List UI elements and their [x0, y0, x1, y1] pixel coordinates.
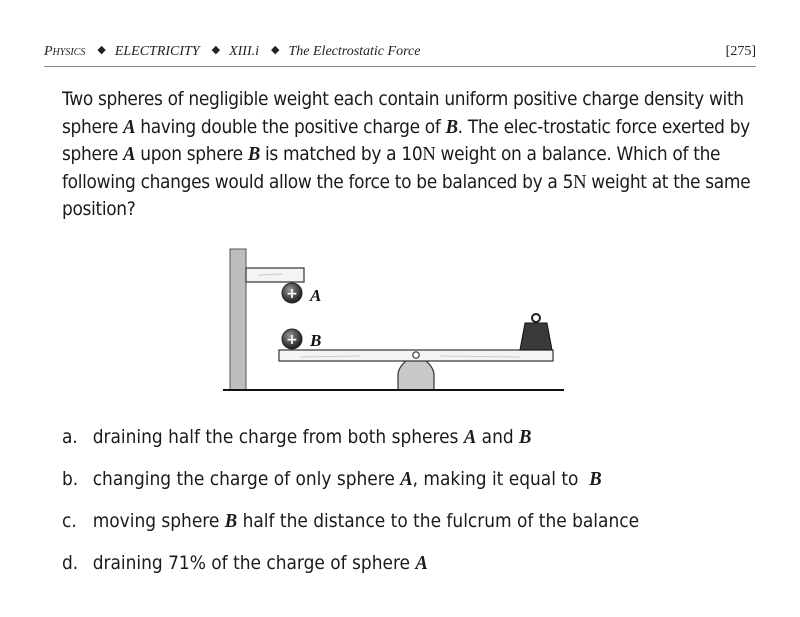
variable: A: [463, 426, 477, 448]
header-chapter: XIII.i: [229, 44, 260, 59]
weight: [520, 314, 552, 350]
question-text: [62, 86, 752, 224]
variable: B: [589, 468, 602, 490]
balance-illustration: [220, 242, 570, 402]
variable-b: B: [247, 143, 260, 165]
support-arm: [246, 268, 304, 282]
variable-a: A: [123, 143, 136, 165]
choice-label: c.: [62, 511, 77, 532]
answer-choice-c[interactable]: [62, 508, 713, 550]
sphere-a: [282, 283, 302, 303]
answer-choices: [62, 424, 762, 592]
choice-label: a.: [62, 427, 78, 448]
question-fragment: upon sphere: [135, 144, 248, 165]
bullet-icon: ◆: [97, 44, 106, 56]
page-number: [275]: [725, 44, 756, 59]
header-subject: Physics: [44, 44, 86, 59]
variable: A: [400, 468, 413, 490]
choice-text: half the distance to the fulcrum of the balance: [237, 511, 640, 532]
sphere-b: [282, 329, 302, 349]
variable: A: [415, 552, 428, 574]
variable: B: [224, 510, 238, 532]
choice-label: d.: [62, 553, 79, 574]
answer-choice-a[interactable]: [62, 424, 713, 466]
question-fragment: Two spheres of negligible weight each contain uniform positive charge density with sphere: [62, 89, 744, 138]
sphere-a-label: A: [310, 286, 322, 305]
choice-text: draining half the charge from both spheres: [92, 427, 464, 448]
question-fragment: having double the positive charge of: [135, 116, 446, 138]
bullet-icon: ◆: [271, 44, 280, 56]
choice-text: moving sphere: [92, 511, 225, 532]
answer-choice-d[interactable]: [62, 550, 713, 592]
header-divider: [44, 66, 756, 67]
answer-choice-b[interactable]: [62, 466, 713, 508]
bullet-icon: ◆: [211, 44, 221, 56]
question-fragment: . The elec-trostatic force exerted by sphere: [62, 116, 750, 165]
variable-a: A: [123, 115, 136, 138]
unit-newton: N: [422, 143, 436, 165]
choice-text: and: [476, 427, 520, 448]
header-section: ELECTRICITY: [114, 44, 200, 59]
sphere-b-label: B: [310, 331, 322, 350]
question-fragment: is matched by a 10: [259, 144, 423, 165]
wall: [230, 249, 246, 390]
pivot: [413, 352, 419, 358]
running-header: [44, 44, 756, 66]
unit-newton: N: [573, 170, 587, 193]
choice-text: , making it equal to: [412, 469, 590, 490]
variable: B: [519, 426, 532, 448]
question-fragment: weight at the same position?: [62, 171, 751, 220]
header-breadcrumb: [44, 44, 420, 60]
question-fragment: weight on a balance. Which of the following changes would allow the force to be balanced by a 5: [62, 144, 721, 193]
variable-b: B: [445, 115, 458, 138]
choice-text: changing the charge of only sphere: [92, 469, 401, 490]
choice-text: draining 71% of the charge of sphere: [92, 553, 416, 574]
header-topic: The Electrostatic Force: [288, 44, 421, 59]
plus-icon: +: [286, 286, 298, 302]
choice-label: b.: [62, 469, 79, 490]
plus-icon: +: [286, 332, 298, 348]
balance-diagram: [220, 242, 570, 402]
